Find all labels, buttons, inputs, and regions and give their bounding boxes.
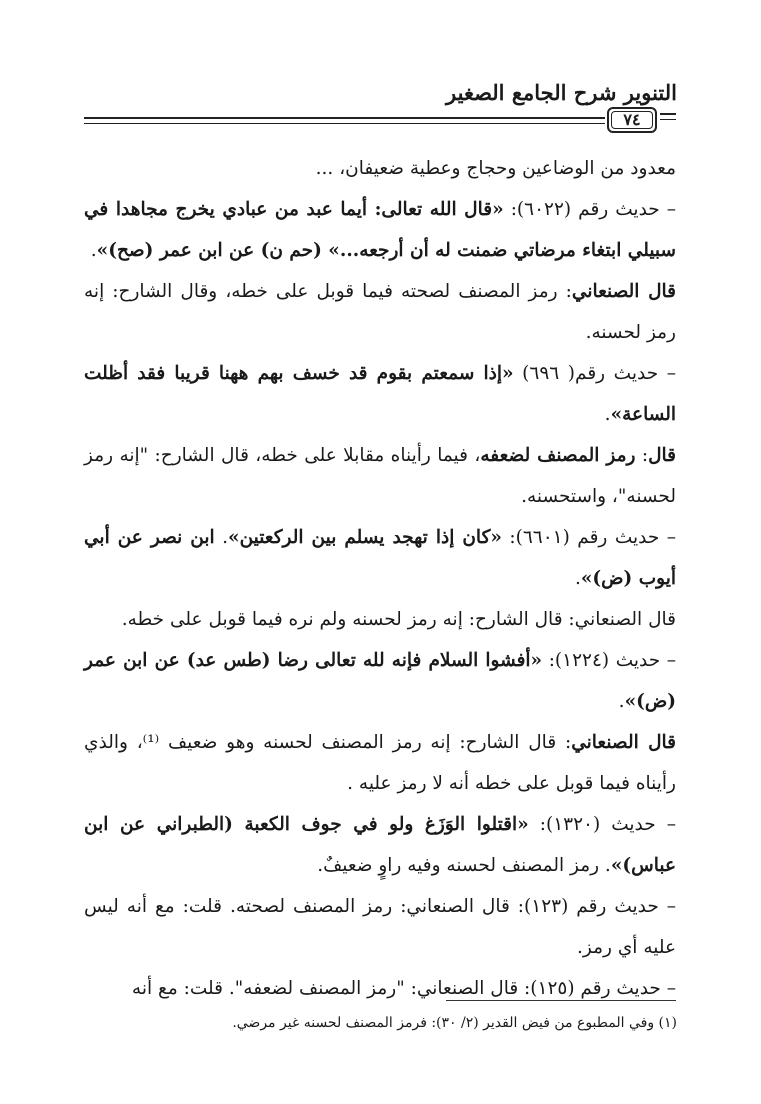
text-segment: – حديث رقم( ٦٩٦) xyxy=(513,363,676,384)
text-segment: . رمز المصنف لحسنه وفيه راوٍ ضعيفٌ. xyxy=(317,855,611,876)
text-segment: – حديث رقم (٦٠٢٢): xyxy=(503,199,676,220)
paragraph xyxy=(84,599,676,640)
footnote: (١) وفي المطبوع من فيض القدير (٢/ ٣٠): فرمز المصنف لحسنه غير مرضي. xyxy=(232,1015,677,1031)
bold-text: «اقتلوا الوَزَغ ولو في جوف الكعبة (الطبراني عن ابن عباس)» xyxy=(84,814,676,876)
paragraph xyxy=(84,722,676,804)
paragraph xyxy=(84,148,676,189)
text-segment: – حديث (١٣٢٠): xyxy=(528,814,676,835)
main-text xyxy=(84,148,676,1009)
paragraph xyxy=(84,640,676,722)
text-segment: . xyxy=(574,568,581,589)
text-segment: – حديث رقم (١٢٣): قال الصنعاني: رمز المصنف لصحته. قلت: مع أنه ليس عليه أي رمز. xyxy=(84,896,676,958)
text-segment: . xyxy=(90,240,97,261)
text-segment: . xyxy=(604,404,611,425)
header-rule-thin xyxy=(84,123,605,124)
header-rule-thick xyxy=(84,117,605,119)
running-header-title: التنوير شرح الجامع الصغير xyxy=(446,80,677,105)
text-segment: – حديث رقم (١٢٥): قال الصنعاني: "رمز المصنف لضعفه". قلت: مع أنه xyxy=(131,978,676,999)
paragraph xyxy=(84,353,676,435)
text-segment: : xyxy=(635,445,649,466)
bold-text: ابن نصر عن أبي أيوب (ض)» xyxy=(84,527,676,589)
bold-text: «قال الله تعالى: أيما عبد من عبادي يخرج مجاهدا في سبيلي ابتغاء مرضاتي ضمنت له أن أرجعه...» (حم ن) عن ابن عمر (صح)» xyxy=(84,199,676,261)
text-segment: . xyxy=(618,691,625,712)
bold-text: «إذا سمعتم بقوم قد خسف بهم ههنا قريبا فقد أظلت الساعة» xyxy=(84,363,676,425)
bold-text: قال الصنعاني xyxy=(571,281,676,302)
bold-text: رمز المصنف لضعفه xyxy=(480,445,636,466)
bold-text: «أفشوا السلام فإنه لله تعالى رضا (طس عد) عن ابن عمر (ض)» xyxy=(84,650,676,712)
footnote-separator xyxy=(446,1000,676,1001)
text-segment: قال الصنعاني: قال الشارح: إنه رمز لحسنه ولم نره فيما قوبل على خطه. xyxy=(121,609,676,630)
bold-text: «كان إذا تهجد يسلم بين الركعتين» xyxy=(228,527,502,548)
text-segment: : قال الشارح: إنه رمز المصنف لحسنه وهو ضعيف ⁽¹⁾، والذي رأيناه فيما قوبل على خطه أنه لا رمز عليه . xyxy=(84,732,676,794)
paragraph xyxy=(84,271,676,353)
paragraph xyxy=(84,968,676,1009)
text-segment: ، فيما رأيناه مقابلا على خطه، قال الشارح: "إنه رمز لحسنه"، واستحسنه. xyxy=(84,445,676,507)
text-segment: . xyxy=(214,527,228,548)
bold-text: قال xyxy=(648,445,677,466)
header-rule-end xyxy=(660,113,676,120)
text-segment: – حديث رقم (٦٦٠١): xyxy=(501,527,676,548)
text-segment: معدود من الوضاعين وحجاج وعطية ضعيفان، ... xyxy=(315,158,676,179)
paragraph xyxy=(84,435,676,517)
paragraph xyxy=(84,804,676,886)
paragraph xyxy=(84,517,676,599)
paragraph xyxy=(84,886,676,968)
page-number: ٧٤ xyxy=(611,111,653,129)
bold-text: قال الصنعاني xyxy=(571,732,676,753)
text-segment: – حديث (١٢٢٤): xyxy=(542,650,676,671)
paragraph xyxy=(84,189,676,271)
text-segment: : رمز المصنف لصحته فيما قوبل على خطه، وقال الشارح: إنه رمز لحسنه. xyxy=(84,281,676,343)
